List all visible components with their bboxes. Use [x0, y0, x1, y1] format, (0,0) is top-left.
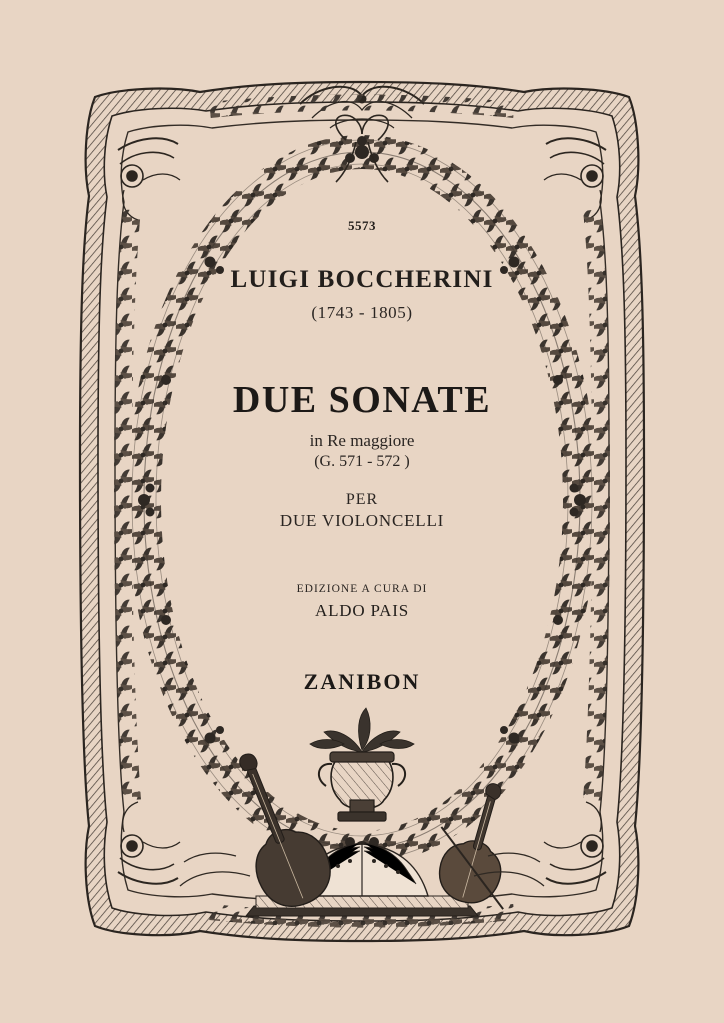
edition-credit-label: EDIZIONE A CURA DI — [296, 583, 428, 595]
instrumentation: DUE VIOLONCELLI — [279, 511, 445, 530]
composer-name: LUIGI BOCCHERINI — [230, 266, 494, 293]
composer-dates: (1743 - 1805) — [311, 303, 413, 322]
work-title: DUE SONATE — [232, 379, 492, 421]
publisher-name: ZANIBON — [303, 669, 421, 694]
work-key: in Re maggiore — [309, 431, 415, 450]
per-label: PER — [345, 491, 379, 508]
work-catalogue-number: (G. 571 - 572 ) — [314, 453, 410, 470]
catalogue-number: 5573 — [348, 218, 376, 233]
editor-name: ALDO PAIS — [315, 601, 409, 620]
